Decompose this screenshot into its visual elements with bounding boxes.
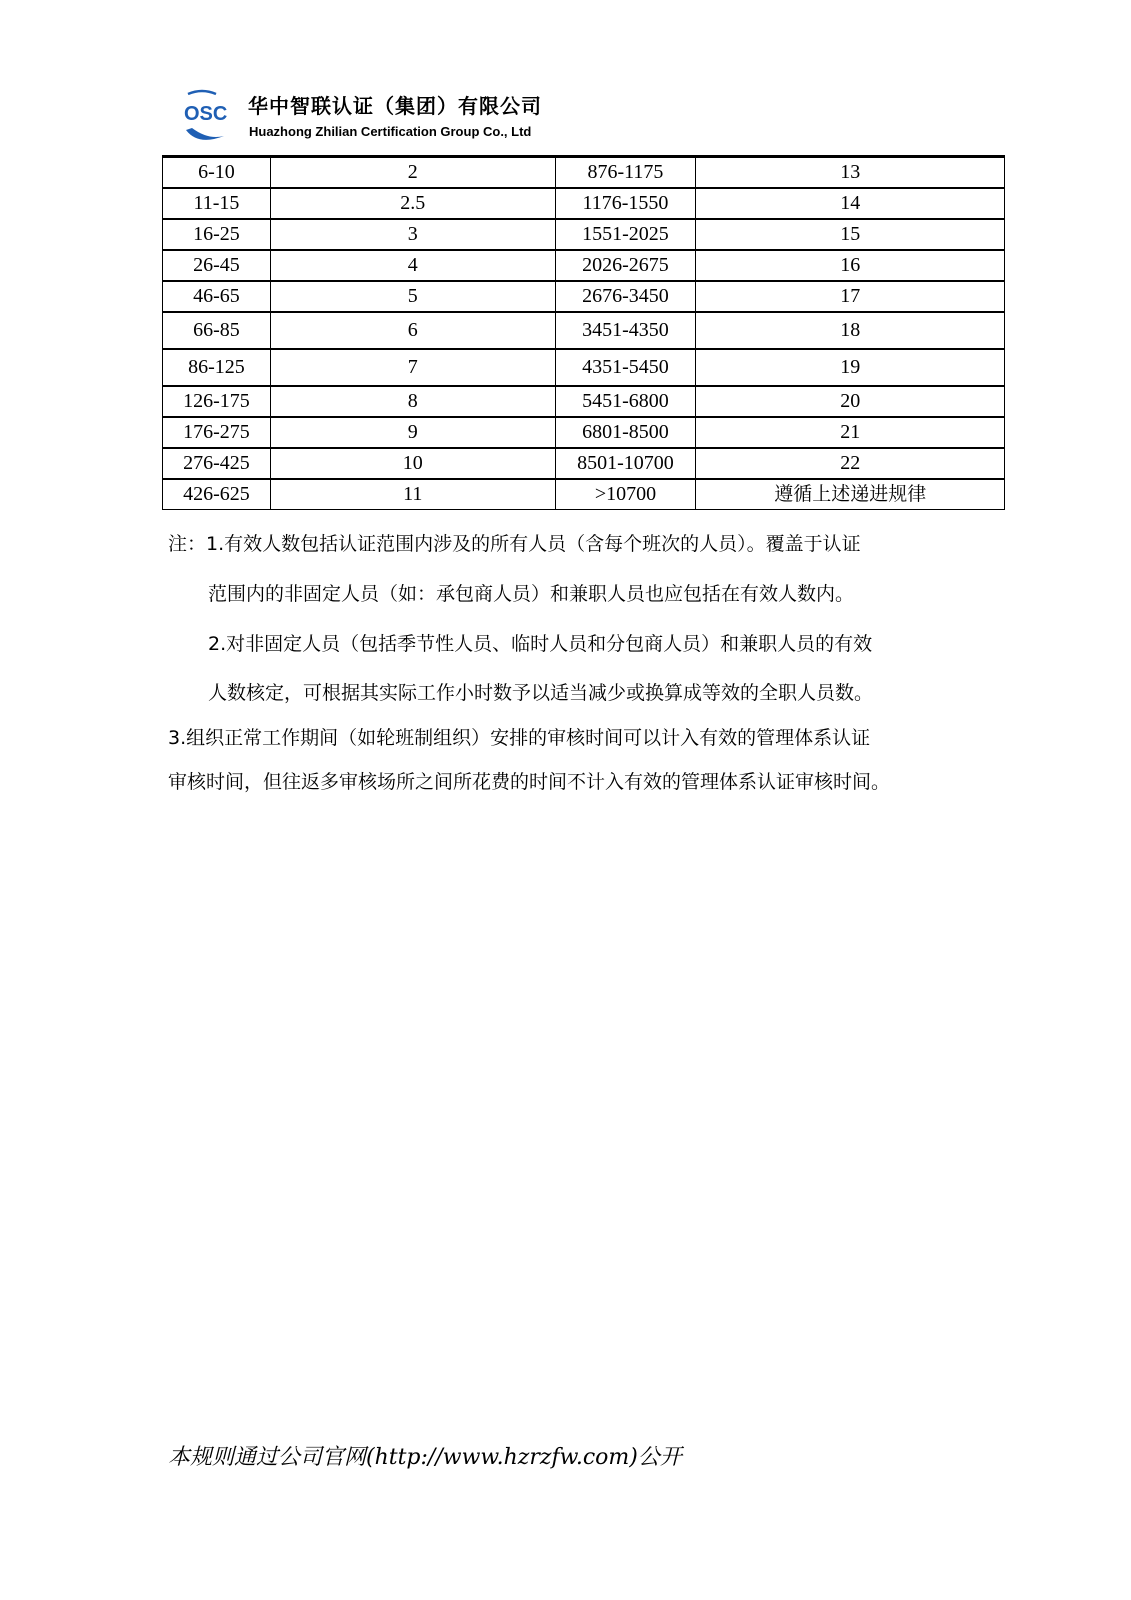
table-cell: 2 [270, 157, 555, 188]
table-cell: 16 [696, 250, 1005, 281]
table-cell: 5 [270, 281, 555, 312]
table-cell: 16-25 [163, 219, 271, 250]
table-cell: 426-625 [163, 479, 271, 510]
company-name-cn: 华中智联认证（集团）有限公司 [248, 94, 542, 118]
table-row [163, 157, 1005, 188]
table-cell: 86-125 [163, 349, 271, 386]
table-cell: 2676-3450 [555, 281, 696, 312]
note-line: 2.对非固定人员（包括季节性人员、临时人员和分包商人员）和兼职人员的有效 [208, 633, 873, 655]
company-logo [178, 86, 240, 148]
table-row [163, 479, 1005, 510]
table-cell: 876-1175 [555, 157, 696, 188]
table-cell: 18 [696, 312, 1005, 349]
table-cell: 176-275 [163, 417, 271, 448]
note-line: 3.组织正常工作期间（如轮班制组织）安排的审核时间可以计入有效的管理体系认证 [168, 727, 871, 749]
table-cell: 2026-2675 [555, 250, 696, 281]
table-row [163, 349, 1005, 386]
table-cell: 3 [270, 219, 555, 250]
table-cell: 6801-8500 [555, 417, 696, 448]
table-cell: 126-175 [163, 386, 271, 417]
table-cell: >10700 [555, 479, 696, 510]
table-cell: 1551-2025 [555, 219, 696, 250]
table-row [163, 312, 1005, 349]
table-row [163, 250, 1005, 281]
table-cell: 19 [696, 349, 1005, 386]
note-line: 注：1.有效人数包括认证范围内涉及的所有人员（含每个班次的人员）。覆盖于认证 [168, 533, 861, 555]
note-line: 人数核定，可根据其实际工作小时数予以适当减少或换算成等效的全职人员数。 [208, 682, 874, 704]
table-cell: 14 [696, 188, 1005, 219]
company-name-en: Huazhong Zhilian Certification Group Co., Ltd [249, 124, 532, 139]
document-header [178, 86, 598, 150]
table-cell: 1176-1550 [555, 188, 696, 219]
table-row [163, 448, 1005, 479]
audit-time-table [162, 156, 1005, 510]
table-cell: 2.5 [270, 188, 555, 219]
table-cell: 8501-10700 [555, 448, 696, 479]
note-line: 范围内的非固定人员（如：承包商人员）和兼职人员也应包括在有效人数内。 [208, 583, 855, 605]
logo-text: OSC [184, 103, 228, 125]
table-cell: 遵循上述递进规律 [696, 479, 1005, 510]
table-row [163, 386, 1005, 417]
table-row [163, 219, 1005, 250]
table-cell: 9 [270, 417, 555, 448]
table-row [163, 188, 1005, 219]
table-cell: 276-425 [163, 448, 271, 479]
table-cell: 66-85 [163, 312, 271, 349]
table-cell: 15 [696, 219, 1005, 250]
table-cell: 6-10 [163, 157, 271, 188]
table-cell: 46-65 [163, 281, 271, 312]
footer-disclosure: 本规则通过公司官网(http://www.hzrzfw.com)公开 [168, 1445, 682, 1470]
table-cell: 10 [270, 448, 555, 479]
table-cell: 21 [696, 417, 1005, 448]
table-cell: 3451-4350 [555, 312, 696, 349]
table-row [163, 417, 1005, 448]
table-cell: 17 [696, 281, 1005, 312]
table-cell: 7 [270, 349, 555, 386]
table-cell: 6 [270, 312, 555, 349]
table-cell: 5451-6800 [555, 386, 696, 417]
table-cell: 8 [270, 386, 555, 417]
table-cell: 4 [270, 250, 555, 281]
table-cell: 13 [696, 157, 1005, 188]
note-line: 审核时间，但往返多审核场所之间所花费的时间不计入有效的管理体系认证审核时间。 [168, 771, 891, 793]
table-cell: 11-15 [163, 188, 271, 219]
table-cell: 26-45 [163, 250, 271, 281]
table-cell: 22 [696, 448, 1005, 479]
table-cell: 20 [696, 386, 1005, 417]
table-cell: 4351-5450 [555, 349, 696, 386]
table-cell: 11 [270, 479, 555, 510]
table-row [163, 281, 1005, 312]
